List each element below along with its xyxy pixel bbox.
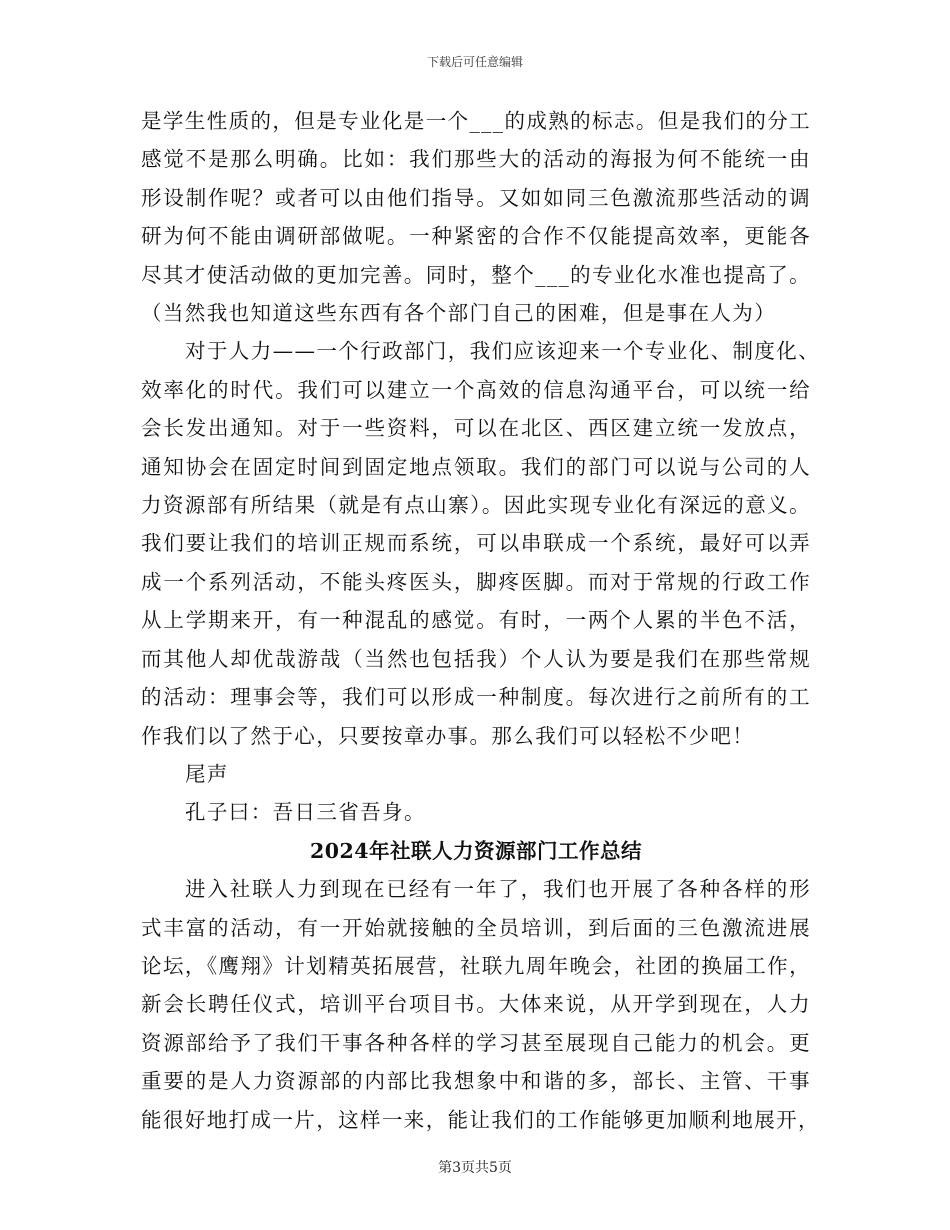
text-line: 研为何不能由调研部做呢。一种紧密的合作不仅能提高效率，更能各 (141, 224, 811, 249)
text-line: 从上学期来开，有一种混乱的感觉。有时，一两个人累的半色不活， (141, 608, 811, 633)
section-title: 2024年社联人力资源部门工作总结 (309, 838, 643, 863)
text-line: 重要的是人力资源部的内部比我想象中和谐的多，部长、主管、干事 (141, 1069, 811, 1094)
text-line: 作我们以了然于心，只要按章办事。那么我们可以轻松不少吧！ (141, 723, 755, 748)
text-line: 式丰富的活动，有一开始就接触的全员培训，到后面的三色激流进展 (141, 915, 811, 940)
page-header: 下载后可任意编辑 (426, 55, 523, 69)
text-line: 形设制作呢？或者可以由他们指导。又如如同三色激流那些活动的调 (141, 185, 811, 210)
text-line: 是学生性质的，但是专业化是一个___的成熟的标志。但是我们的分工 (141, 109, 812, 133)
paragraph-first-line: 对于人力——一个行政部门，我们应该迎来一个专业化、制度化、 (185, 339, 821, 364)
text-line: 成一个系列活动，不能头疼医头，脚疼医脚。而对于常规的行政工作 (141, 569, 811, 594)
paragraph-first-line: 进入社联人力到现在已经有一年了，我们也开展了各种各样的形 (185, 877, 811, 902)
text-line: 能很好地打成一片，这样一来，能让我们的工作能够更加顺利地展开， (141, 1107, 820, 1132)
text-line: 会长发出通知。对于一些资料，可以在北区、西区建立统一发放点， (141, 416, 811, 441)
text-line: 论坛，《鹰翔》计划精英拓展营，社联九周年晚会，社团的换届工作， (141, 953, 811, 978)
text-line: 新会长聘任仪式，培训平台项目书。大体来说，从开学到现在，人力 (141, 992, 811, 1017)
section-label: 尾声 (185, 761, 229, 786)
text-line: 资源部给予了我们干事各种各样的学习甚至展现自己能力的机会。更 (141, 1030, 811, 1055)
text-line: 效率化的时代。我们可以建立一个高效的信息沟通平台，可以统一给 (141, 377, 811, 402)
text-line: 力资源部有所结果（就是有点山寨）。因此实现专业化有深远的意义。 (141, 493, 811, 518)
quote-line: 孔子曰：吾日三省吾身。 (185, 800, 426, 825)
text-line: 尽其才使活动做的更加完善。同时，整个___的专业化水准也提高了。 (141, 262, 812, 287)
text-line: 我们要让我们的培训正规而系统，可以串联成一个系统，最好可以弄 (141, 531, 811, 556)
text-line: 感觉不是那么明确。比如：我们那些大的活动的海报为何不能统一由 (141, 147, 811, 172)
text-line: 通知协会在固定时间到固定地点领取。我们的部门可以说与公司的人 (141, 454, 811, 479)
document-body (141, 102, 821, 1139)
text-line: （当然我也知道这些东西有各个部门自己的困难，但是事在人为） (141, 301, 777, 326)
text-line: 的活动：理事会等，我们可以形成一种制度。每次进行之前所有的工 (141, 685, 811, 710)
text-line: 而其他人却优哉游哉（当然也包括我）个人认为要是我们在那些常规 (141, 646, 811, 671)
page-footer: 第3页共5页 (438, 1160, 512, 1176)
